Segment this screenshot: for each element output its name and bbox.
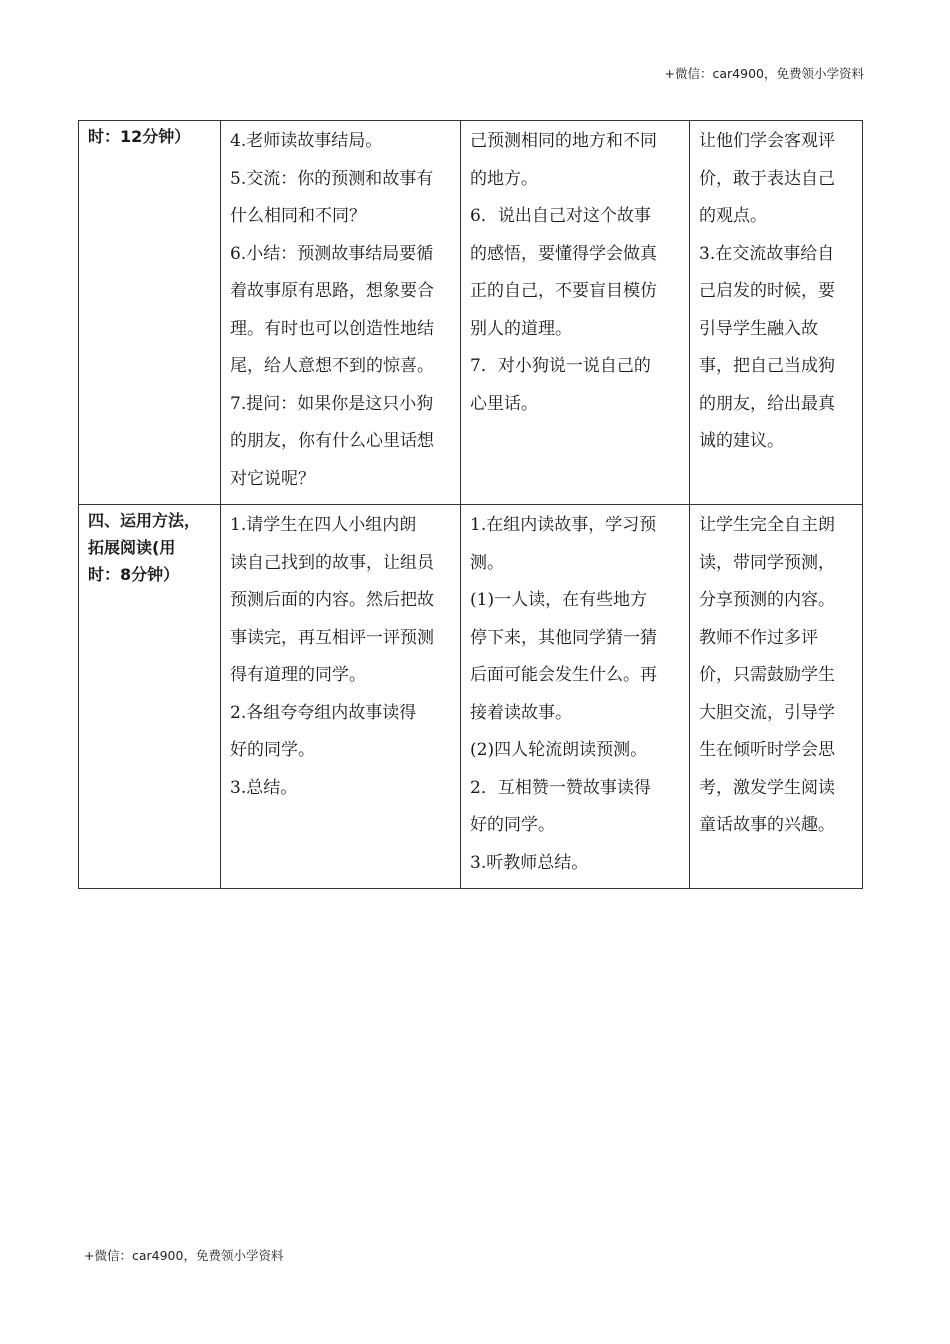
student-line: 2．互相赞一赞故事读得 [470,777,651,798]
stage-line: 四、运用方法， [88,511,201,530]
intent-line: 3.在交流故事给自 [699,243,835,264]
intent-line: 诚的建议。 [699,431,784,451]
teacher-line: 着故事原有思路，想象要合 [230,281,434,301]
lesson-plan-table [78,120,863,889]
teacher-line: 2.各组夸夸组内故事读得 [230,702,417,723]
student-line: 好的同学。 [470,815,555,835]
teacher-line: 事读完，再互相评一评预测 [230,627,434,648]
student-line: 己预测相同的地方和不同 [470,131,657,151]
student-line: 停下来，其他同学猜一猜 [470,627,657,648]
teacher-line: 预测后面的内容。然后把故 [230,590,434,610]
design-intent-cell [690,505,863,889]
teacher-line: 3.总结。 [230,777,298,798]
intent-line: 让他们学会客观评 [699,131,835,151]
student-line: (1)一人读，在有些地方 [470,590,648,610]
student-line: 1.在组内读故事，学习预 [470,515,657,535]
table-row [79,505,863,889]
header-watermark: +微信：car4900，免费领小学资料 [664,66,864,81]
design-intent-cell [690,121,863,505]
teacher-line: 6.小结：预测故事结局要循 [230,243,434,264]
student-line: 的感悟，要懂得学会做真 [470,243,657,264]
student-line: 7．对小狗说一说自己的 [470,356,651,376]
stage-line: 拓展阅读(用 [88,538,176,557]
teacher-line: 尾，给人意想不到的惊喜。 [230,356,434,376]
teacher-line: 对它说呢？ [230,468,315,489]
student-line: (2)四人轮流朗读预测。 [470,740,648,760]
intent-line: 的观点。 [699,206,767,226]
intent-line: 价，只需鼓励学生 [699,665,835,685]
intent-line: 引导学生融入故 [699,318,818,339]
intent-line: 考，激发学生阅读 [699,777,835,798]
intent-line: 生在倾听时学会思 [699,740,835,760]
student-line: 的地方。 [470,168,538,189]
teacher-line: 4.老师读故事结局。 [230,131,383,151]
teacher-line: 理。有时也可以创造性地结 [230,318,434,339]
stage-cell [79,505,221,889]
student-activity-cell [461,505,690,889]
intent-line: 教师不作过多评 [699,627,818,648]
student-line: 后面可能会发生什么。再 [470,665,657,685]
student-activity-cell [461,121,690,505]
student-line: 6．说出自己对这个故事 [470,206,651,226]
student-line: 心里话。 [470,393,538,414]
teacher-line: 好的同学。 [230,740,315,760]
stage-line: 时：8分钟） [88,565,180,584]
student-line: 别人的道理。 [470,318,572,339]
intent-line: 分享预测的内容。 [699,590,835,610]
teacher-line: 1.请学生在四人小组内朗 [230,515,417,535]
teacher-activity-cell [221,121,461,505]
stage-line: 时：12分钟） [88,127,191,146]
intent-line: 大胆交流，引导学 [699,702,835,723]
student-line: 3.听教师总结。 [470,852,589,873]
teacher-line: 5.交流：你的预测和故事有 [230,168,434,189]
teacher-activity-cell [221,505,461,889]
intent-line: 读，带同学预测， [699,552,835,573]
stage-cell [79,121,221,505]
intent-line: 童话故事的兴趣。 [699,815,835,835]
student-line: 测。 [470,552,504,573]
intent-line: 事，把自己当成狗 [699,356,835,376]
teacher-line: 什么相同和不同？ [230,206,366,226]
teacher-line: 读自己找到的故事，让组员 [230,552,434,573]
intent-line: 的朋友，给出最真 [699,393,835,414]
intent-line: 价，敢于表达自己 [699,168,835,189]
teacher-line: 7.提问：如果你是这只小狗 [230,393,434,414]
table-row [79,121,863,505]
intent-line: 己启发的时候，要 [699,281,835,301]
teacher-line: 得有道理的同学。 [230,665,366,685]
student-line: 正的自己，不要盲目模仿 [470,281,657,301]
teacher-line: 的朋友，你有什么心里话想 [230,431,434,451]
intent-line: 让学生完全自主朗 [699,515,835,535]
footer-watermark: +微信：car4900，免费领小学资料 [84,1248,284,1263]
student-line: 接着读故事。 [470,702,572,723]
